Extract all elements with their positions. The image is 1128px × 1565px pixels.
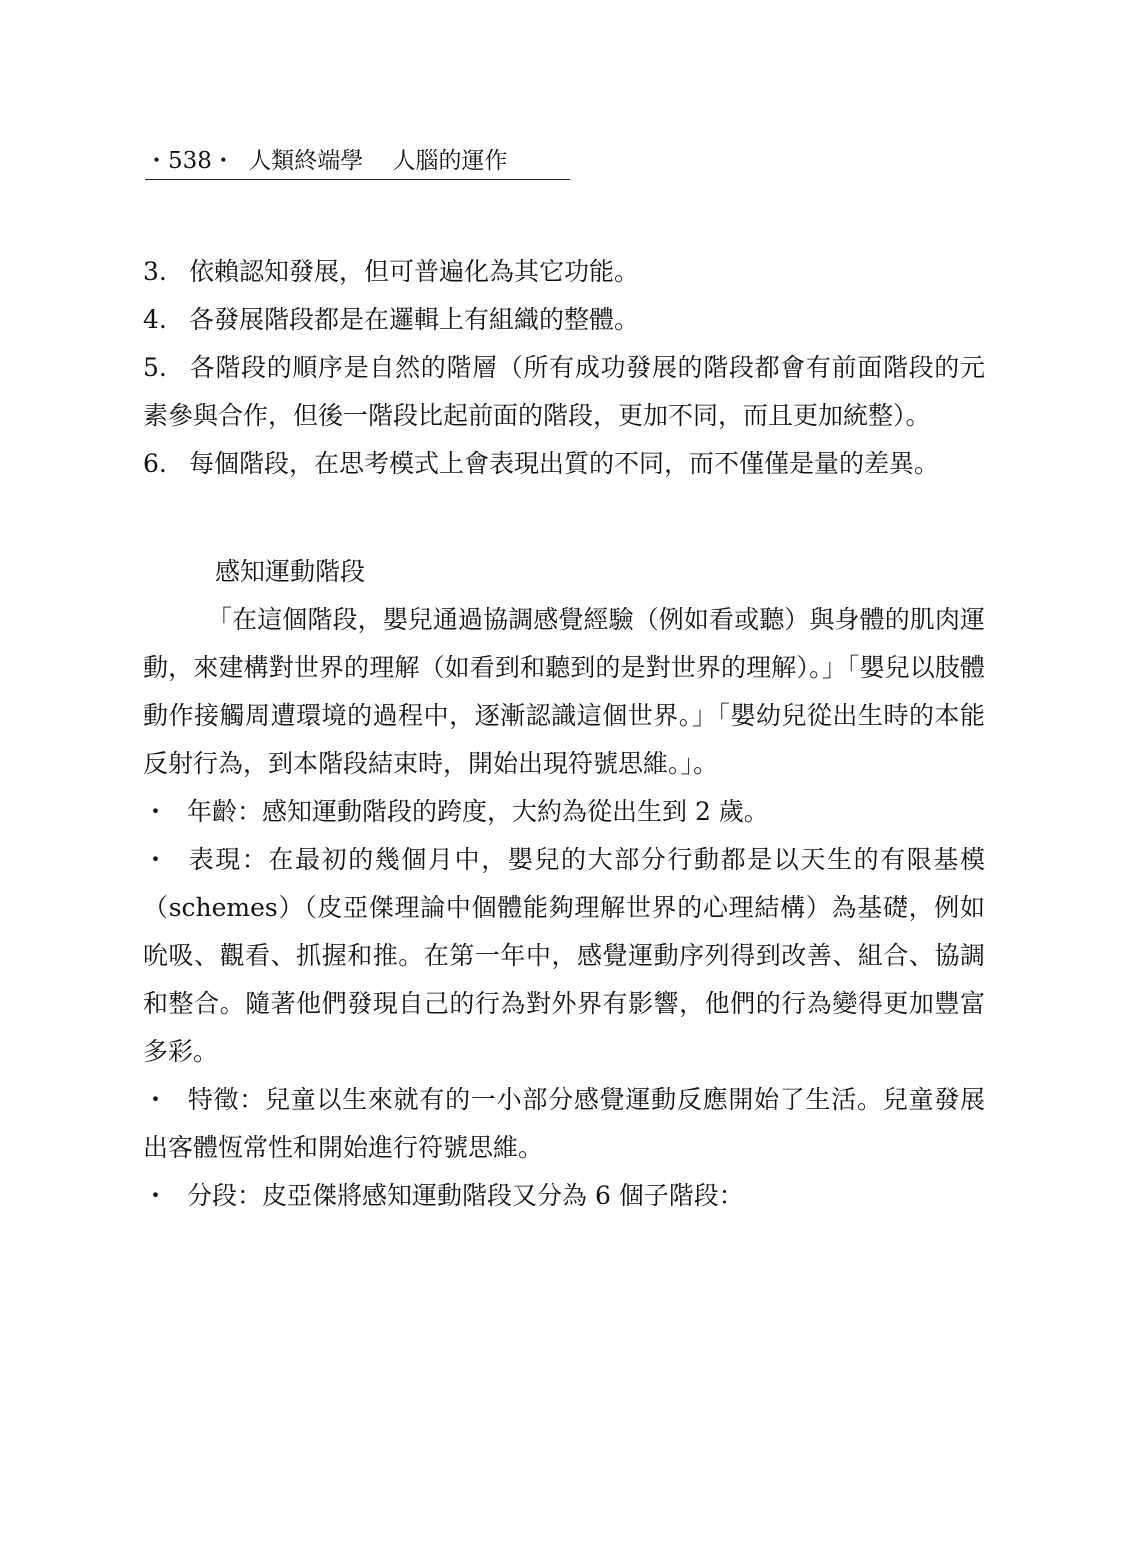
body-text	[143, 248, 985, 1220]
list-number: 4.	[143, 305, 167, 334]
header-dot-right: ・	[211, 148, 235, 174]
chapter-title: 人腦的運作	[392, 148, 508, 174]
list-number: 6.	[143, 449, 167, 478]
bullet-item-age	[143, 788, 985, 836]
list-text: 各發展階段都是在邏輯上有組織的整體。	[189, 305, 640, 334]
list-item	[143, 344, 985, 440]
bullet-text: 分段：皮亞傑將感知運動階段又分為 6 個子階段：	[187, 1181, 744, 1210]
bullet-item-performance	[143, 836, 985, 1076]
list-item	[143, 296, 985, 344]
bullet-text: 特徵：兒童以生來就有的一小部分感覺運動反應開始了生活。兒童發展出客體恆常性和開始進行符號思維。	[143, 1085, 985, 1162]
list-item	[143, 248, 985, 296]
bullet-marker: ・	[143, 1181, 169, 1210]
list-number: 5.	[143, 353, 167, 382]
list-text: 依賴認知發展，但可普遍化為其它功能。	[189, 257, 640, 286]
section-spacer	[143, 488, 985, 548]
bullet-marker: ・	[143, 1085, 169, 1114]
bullet-marker: ・	[143, 845, 169, 874]
bullet-item-substages	[143, 1172, 985, 1220]
bullet-marker: ・	[143, 797, 169, 826]
book-title: 人類終端學	[248, 148, 364, 174]
bullet-text: 表現：在最初的幾個月中，嬰兒的大部分行動都是以天生的有限基模（schemes）（皮亞傑理論中個體能夠理解世界的心理結構）為基礎，例如吮吸、觀看、抓握和推。在第一年中，感覺運動序列得到改善、組合、協調和整合。隨著他們發現自己的行為對外界有影響，他們的行為變得更加豐富多彩。	[143, 845, 985, 1066]
list-text: 每個階段，在思考模式上會表現出質的不同，而不僅僅是量的差異。	[189, 449, 940, 478]
bullet-item-features	[143, 1076, 985, 1172]
page-number: 538	[168, 148, 212, 174]
section-heading: 感知運動階段	[215, 557, 366, 586]
section-intro: 「在這個階段，嬰兒通過協調感覺經驗（例如看或聽）與身體的肌肉運動，來建構對世界的理解（如看到和聽到的是對世界的理解）。」「嬰兒以肢體動作接觸周遭環境的過程中，逐漸認識這個世界。」「嬰幼兒從出生時的本能反射行為，到本階段結束時，開始出現符號思維。」。	[143, 605, 985, 778]
running-header	[145, 143, 570, 180]
list-number: 3.	[143, 257, 167, 286]
list-text: 各階段的順序是自然的階層（所有成功發展的階段都會有前面階段的元素參與合作，但後一階段比起前面的階段，更加不同，而且更加統整）。	[143, 353, 985, 430]
bullet-text: 年齡：感知運動階段的跨度，大約為從出生到 2 歲。	[187, 797, 769, 826]
list-item	[143, 440, 985, 488]
header-dot-left: ・	[145, 148, 168, 174]
